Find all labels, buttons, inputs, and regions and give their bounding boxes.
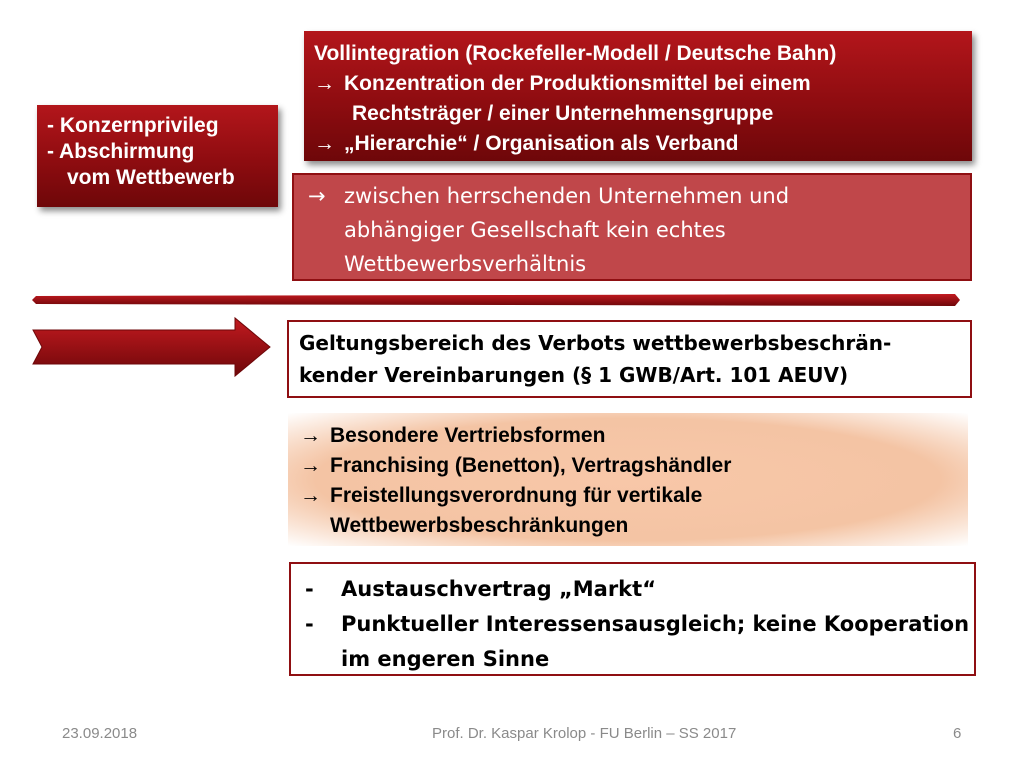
arrow-right-icon: → [314, 132, 335, 155]
zwischen-line-3: Wettbewerbsverhältnis [344, 252, 587, 276]
geltung-line-2: kender Vereinbarungen (§ 1 GWB/Art. 101 AEUV) [299, 363, 849, 387]
austauschvertrag-box [289, 562, 976, 676]
vollintegration-title: Vollintegration (Rockefeller-Modell / Deutsche Bahn) [314, 42, 837, 65]
vertrieb-item-3: Freistellungsverordnung für vertikale [330, 484, 703, 507]
konzern-line-3: vom Wettbewerb [67, 166, 235, 189]
vollintegration-bullet-2: „Hierarchie“ / Organisation als Verband [344, 132, 739, 155]
geltung-line-1: Geltungsbereich des Verbots wettbewerbsbeschrän- [299, 331, 892, 355]
vollintegration-bullet-1-cont: Rechtsträger / einer Unternehmensgruppe [352, 102, 774, 125]
big-arrow-icon [30, 316, 275, 384]
footer-page-number: 6 [953, 725, 962, 742]
arrow-right-icon: → [314, 72, 335, 95]
vertrieb-item-2: Franchising (Benetton), Vertragshändler [330, 454, 732, 477]
footer-date: 23.09.2018 [62, 725, 138, 742]
arrow-right-icon: → [300, 424, 321, 447]
footer-author: Prof. Dr. Kaspar Krolop - FU Berlin – SS 2017 [432, 725, 737, 742]
dash-bullet: - [305, 612, 314, 636]
horizontal-divider [30, 290, 962, 312]
zwischen-line-1: zwischen herrschenden Unternehmen und [344, 184, 790, 208]
austausch-item-1: Austauschvertrag „Markt“ [341, 577, 656, 601]
konzernprivileg-box [37, 105, 278, 207]
vollintegration-box [304, 31, 972, 161]
zwischen-line-2: abhängiger Gesellschaft kein echtes [344, 218, 726, 242]
konzern-line-2: - Abschirmung [47, 140, 195, 163]
arrow-right-icon: → [300, 484, 321, 507]
austausch-item-2-cont: im engeren Sinne [341, 647, 550, 671]
konzern-line-1: - Konzernprivileg [47, 114, 219, 137]
arrow-right-icon: → [308, 184, 326, 208]
vertrieb-item-1: Besondere Vertriebsformen [330, 424, 606, 447]
dash-bullet: - [305, 577, 314, 601]
arrow-right-icon: → [300, 454, 321, 477]
vollintegration-bullet-1: Konzentration der Produktionsmittel bei einem [344, 72, 811, 95]
zwischen-box [292, 173, 972, 281]
austausch-item-2: Punktueller Interessensausgleich; keine Kooperation [341, 612, 970, 636]
vertriebsformen-box [288, 413, 968, 546]
geltungsbereich-box [287, 320, 972, 398]
vertrieb-item-3-cont: Wettbewerbsbeschränkungen [330, 514, 629, 537]
